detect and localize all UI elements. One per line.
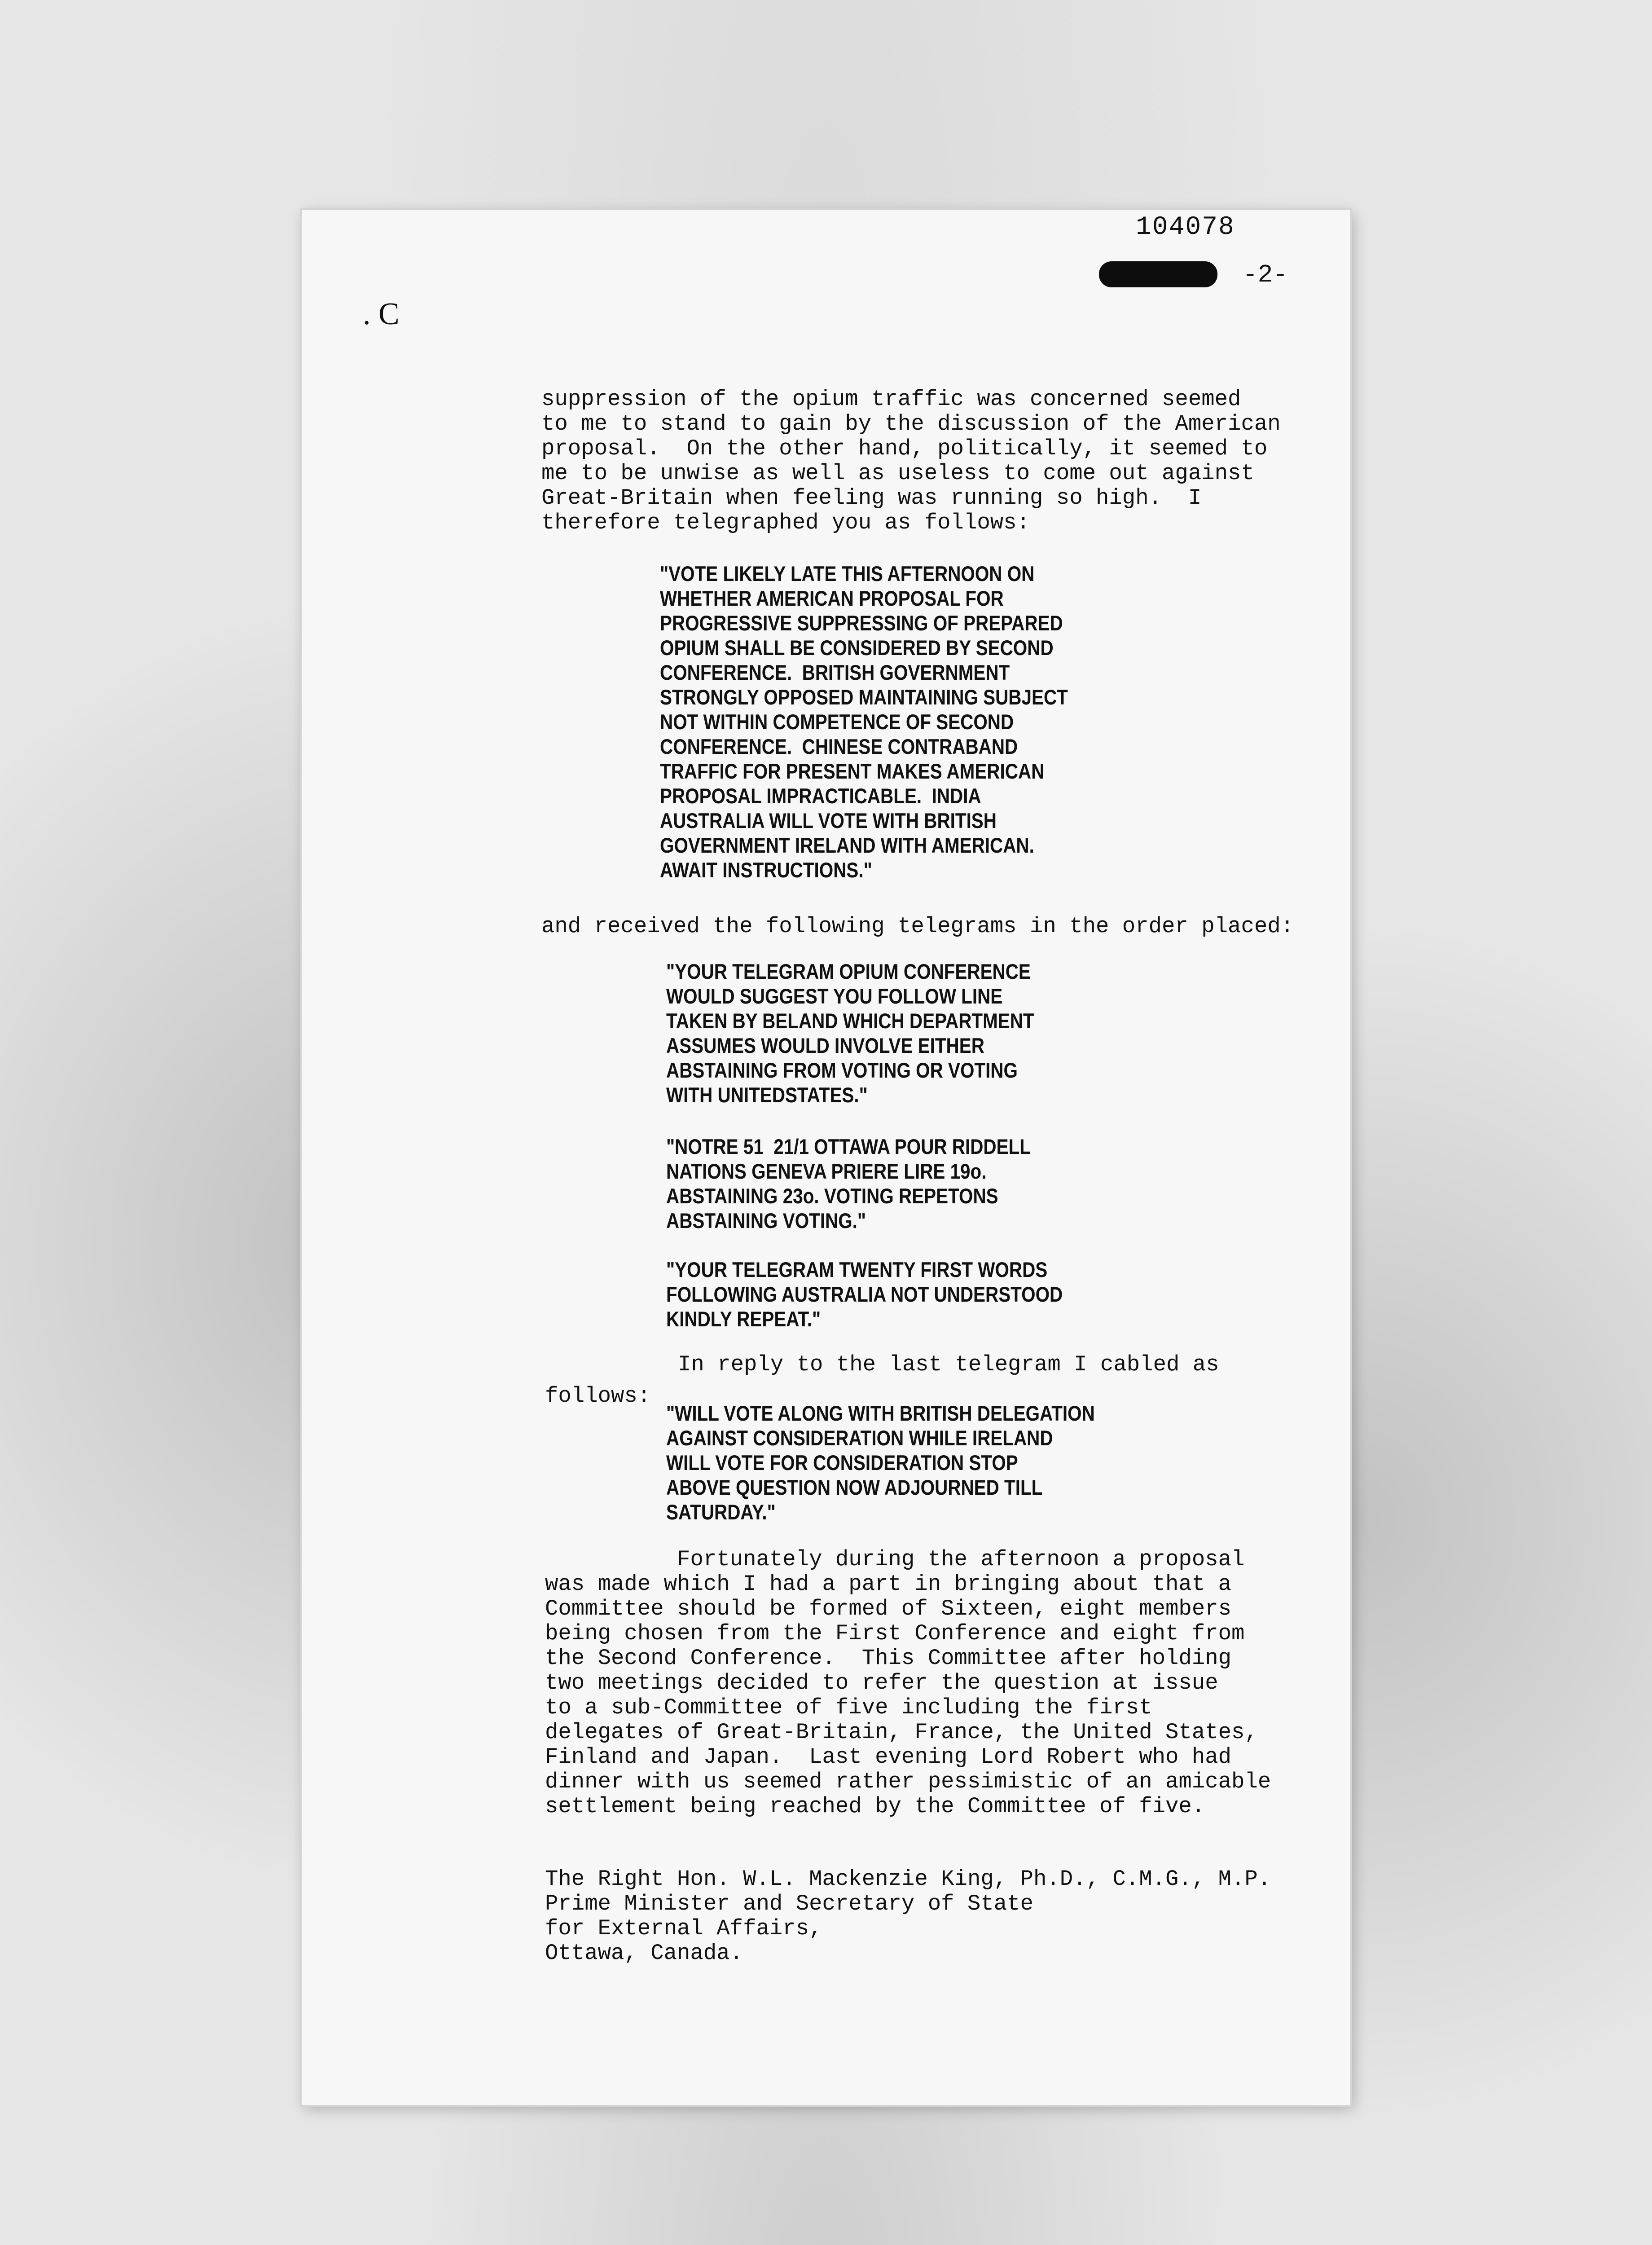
paragraph-opening: suppression of the opium traffic was concerned seemed to me to stand to gain by the discussion of the American proposal. On the other hand, politically, it seemed to me to be unwise as well as useless to come out against Great-Britain when feeling was running so high. I therefore telegraphed you as follows:	[541, 387, 1281, 535]
telegram-sent: "VOTE LIKELY LATE THIS AFTERNOON ON WHETHER AMERICAN PROPOSAL FOR PROGRESSIVE SUPPRESSING OF PREPARED OPIUM SHALL BE CONSIDERED BY SECOND CONFERENCE. BRITISH GOVERNMENT STRONGLY OPPOSED MAINTAINING SUBJECT NOT WITHIN COMPETENCE OF SECOND CONFERENCE. CHINESE CONTRABAND TRAFFIC FOR PRESENT MAKES AMERICAN PROPOSAL IMPRACTICABLE. INDIA AUSTRALIA WILL VOTE WITH BRITISH GOVERNMENT IRELAND WITH AMERICAN. AWAIT INSTRUCTIONS."	[660, 562, 1068, 882]
paragraph-committee: Fortunately during the afternoon a proposal was made which I had a part in bringing about that a Committee should be formed of Sixteen, eight members being chosen from the First Conference and eight from the Second Conference. This Committee after holding two meetings decided to refer the question at issue to a sub-Committee of five including the first delegates of Great-Britain, France, the United States, Finland and Japan. Last evening Lord Robert who had dinner with us seemed rather pessimistic of an amicable settlement being reached by the Committee of five.	[545, 1547, 1271, 1819]
telegram-received-2: "NOTRE 51 21/1 OTTAWA POUR RIDDELL NATIONS GENEVA PRIERE LIRE 19o. ABSTAINING 23o. VOTING REPETONS ABSTAINING VOTING."	[666, 1135, 1031, 1233]
paragraph-reply-follows: follows:	[545, 1383, 651, 1409]
telegram-cabled: "WILL VOTE ALONG WITH BRITISH DELEGATION AGAINST CONSIDERATION WHILE IRELAND WILL VOTE FOR CONSIDERATION STOP ABOVE QUESTION NOW ADJOURNED TILL SATURDAY."	[666, 1401, 1095, 1524]
paragraph-reply: In reply to the last telegram I cabled as	[678, 1352, 1219, 1377]
redaction-mark	[1099, 261, 1217, 287]
document-number: 104078	[1136, 213, 1235, 242]
paragraph-received: and received the following telegrams in the order placed:	[541, 914, 1294, 939]
addressee-block: The Right Hon. W.L. Mackenzie King, Ph.D., C.M.G., M.P. Prime Minister and Secretary of State for External Affairs, Ottawa, Canada.	[545, 1866, 1271, 1966]
telegram-received-1: "YOUR TELEGRAM OPIUM CONFERENCE WOULD SUGGEST YOU FOLLOW LINE TAKEN BY BELAND WHICH DEPARTMENT ASSUMES WOULD INVOLVE EITHER ABSTAINING FROM VOTING OR VOTING WITH UNITEDSTATES."	[666, 960, 1034, 1107]
margin-mark: . C	[363, 297, 400, 331]
telegram-received-3: "YOUR TELEGRAM TWENTY FIRST WORDS FOLLOWING AUSTRALIA NOT UNDERSTOOD KINDLY REPEAT."	[666, 1258, 1063, 1331]
page-number: -2-	[1243, 260, 1288, 289]
